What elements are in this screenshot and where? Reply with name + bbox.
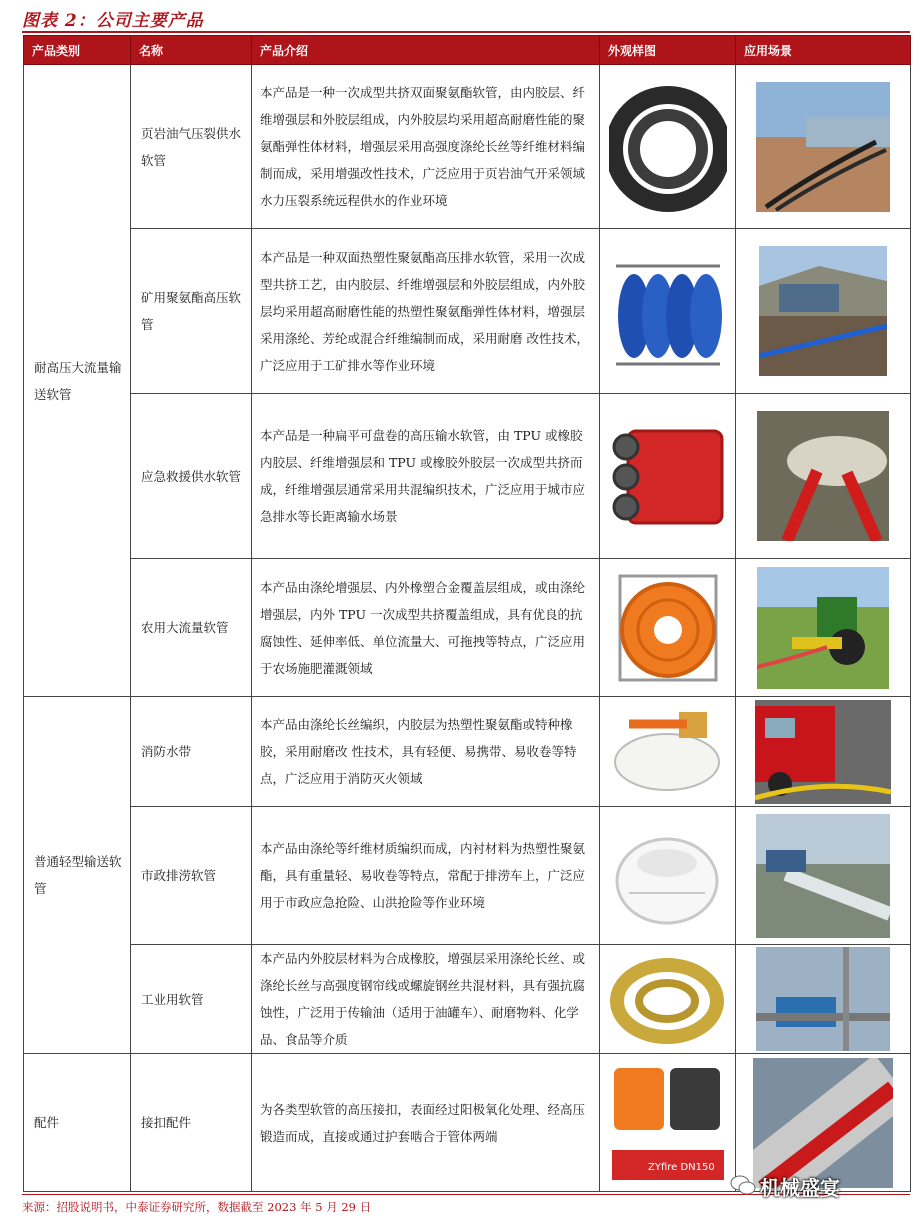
header-appearance: 外观样图 <box>600 36 736 65</box>
product-photo <box>600 65 736 229</box>
scene-photo <box>736 945 911 1054</box>
scene-photo <box>736 65 911 229</box>
scene-photo <box>736 807 911 945</box>
table-row <box>24 65 911 229</box>
product-photo <box>600 945 736 1054</box>
watermark: 机械盛宴 <box>760 1176 840 1200</box>
product-name: 农用大流量软管 <box>131 559 252 697</box>
category-cell: 普通轻型输送软管 <box>24 697 131 1054</box>
product-intro: 为各类型软管的高压接扣，表面经过阳极氧化处理、经高压锻造而成，直接或通过护套啮合于管体两端 <box>252 1054 600 1192</box>
product-intro: 本产品由涤纶增强层、内外橡塑合金覆盖层组成，或由涤纶增强层，内外 TPU 一次成型共挤覆盖组成，具有优良的抗腐蚀性、延伸率低、单位流量大、可拖拽等特点，广泛应用于农场施肥灌溉领域 <box>252 559 600 697</box>
product-name: 页岩油气压裂供水软管 <box>131 65 252 229</box>
wechat-icon <box>730 1174 756 1196</box>
product-photo <box>600 807 736 945</box>
header-intro: 产品介绍 <box>252 36 600 65</box>
product-name: 市政排涝软管 <box>131 807 252 945</box>
product-intro: 本产品内外胶层材料为合成橡胶，增强层采用涤纶长丝、或涤纶长丝与高强度钢帘线或螺旋钢丝共混材料，具有强抗腐蚀性，广泛用于传输油（适用于油罐车）、耐磨物料、化学品、食品等介质 <box>252 945 600 1054</box>
product-name: 应急救援供水软管 <box>131 394 252 559</box>
product-photo <box>600 229 736 394</box>
source-note: 来源：招股说明书，中泰证券研究所，数据截至 2023 年 5 月 29 日 <box>22 1200 372 1214</box>
header-row <box>24 36 911 65</box>
title-rule <box>22 31 910 33</box>
table-row <box>24 697 911 807</box>
table-row <box>24 807 911 945</box>
product-intro: 本产品是一种一次成型共挤双面聚氨酯软管，由内胶层、纤维增强层和外胶层组成，内外胶层均采用超高耐磨性能的聚氨酯弹性体材料，增强层采用高强度涤纶长丝等纤维材料编制而成，采用增强改性技术，广泛应用于页岩油气开采领域水力压裂系统远程供水的作业环境 <box>252 65 600 229</box>
table-row <box>24 229 911 394</box>
table-row <box>24 559 911 697</box>
product-photo <box>600 559 736 697</box>
product-name: 接扣配件 <box>131 1054 252 1192</box>
header-category: 产品类别 <box>24 36 131 65</box>
figure-title: 图表 2：公司主要产品 <box>22 11 204 31</box>
table-row <box>24 394 911 559</box>
scene-photo <box>736 559 911 697</box>
category-cell: 配件 <box>24 1054 131 1192</box>
product-photo <box>600 394 736 559</box>
product-photo <box>600 697 736 807</box>
product-table <box>23 35 911 1192</box>
product-intro: 本产品由涤纶等纤维材质编织而成，内衬材料为热塑性聚氨酯，具有重量轻、易收卷等特点，常配于排涝车上，广泛应用于市政应急抢险、山洪抢险等作业环境 <box>252 807 600 945</box>
product-intro: 本产品由涤纶长丝编织，内胶层为热塑性聚氨酯或特种橡胶，采用耐磨改 性技术，具有轻便、易携带、易收卷等特点，广泛应用于消防灭火领域 <box>252 697 600 807</box>
product-name: 消防水带 <box>131 697 252 807</box>
header-scene: 应用场景 <box>736 36 911 65</box>
table-row <box>24 1054 911 1192</box>
header-name: 名称 <box>131 36 252 65</box>
product-name: 矿用聚氨酯高压软管 <box>131 229 252 394</box>
scene-photo <box>736 394 911 559</box>
product-photo <box>600 1054 736 1192</box>
table-row <box>24 945 911 1054</box>
svg-text:ZYfire DN150: ZYfire DN150 <box>647 1161 715 1173</box>
product-intro: 本产品是一种双面热塑性聚氨酯高压排水软管，采用一次成型共挤工艺，由内胶层、纤维增强层和外胶层组成，内外胶层均采用超高耐磨性能的热塑性聚氨酯弹性体材料，增强层采用涤纶、芳纶或混合纤维编制而成，采用耐磨 改性技术，广泛应用于工矿排水等作业环境 <box>252 229 600 394</box>
category-cell: 耐高压大流量输送软管 <box>24 65 131 697</box>
scene-photo <box>736 229 911 394</box>
scene-photo <box>736 1054 911 1192</box>
scene-photo <box>736 697 911 807</box>
product-name: 工业用软管 <box>131 945 252 1054</box>
product-intro: 本产品是一种扁平可盘卷的高压输水软管，由 TPU 或橡胶内胶层、纤维增强层和 TPU 或橡胶外胶层一次成型共挤而成，纤维增强层通常采用共混编织技术，广泛应用于城市应急排水等长距离输水场景 <box>252 394 600 559</box>
